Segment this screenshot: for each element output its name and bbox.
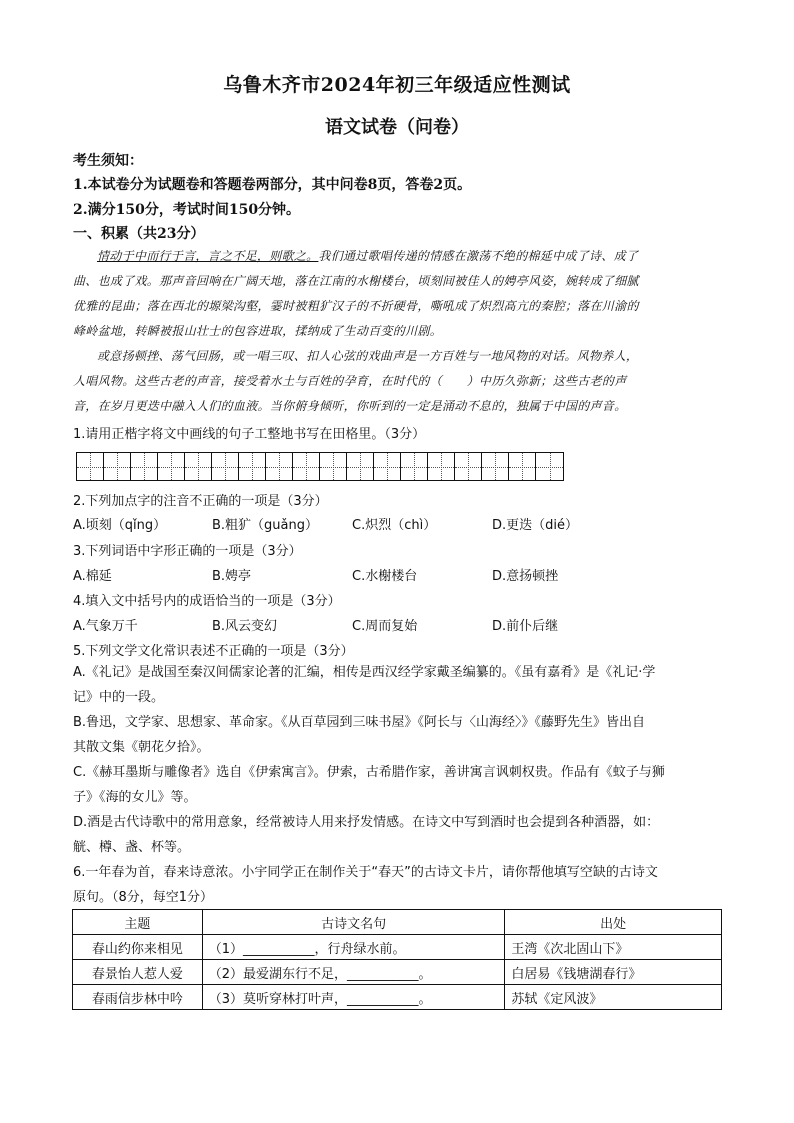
q2-option-a[interactable]: A.顷刻（qǐng） <box>73 518 167 533</box>
notice-item-2: 2.满分150分，考试时间150分钟。 <box>73 202 301 218</box>
exam-subtitle: 语文试卷（问卷） <box>325 117 469 138</box>
table-row <box>73 960 722 985</box>
grid-cell[interactable] <box>77 453 104 480</box>
option-text: C.《赫耳墨斯与雕像者》选自《伊索寓言》。伊索，古希腊作家，善讲寓言讽刺权贵。作品有《蚊子与狮 <box>73 765 665 780</box>
q2-option-b[interactable]: B.粗犷（guǎng） <box>212 518 318 533</box>
option-text: A.《礼记》是战国至秦汉间儒家论著的汇编，相传是西汉经学家戴圣编纂的。《虽有嘉肴》是《礼记·学 <box>73 665 656 680</box>
question-2-stem: 2.下列加点字的注音不正确的一项是（3分） <box>73 494 328 509</box>
option-text: B.鲁迅，文学家、思想家、革命家。《从百草园到三味书屋》《阿长与〈山海经〉》《藤野先生》皆出自 <box>73 715 646 730</box>
option-text: D.酒是古代诗歌中的常用意象，经常被诗人用来抒发情感。在诗文中写到酒时也会提到各种酒器，如： <box>73 815 660 830</box>
source-cell: 苏轼《定风波》 <box>505 985 722 1010</box>
exam-title: 乌鲁木齐市2024年初三年级适应性测试 <box>223 74 571 96</box>
tian-grid[interactable] <box>76 452 564 481</box>
q4-option-a[interactable]: A.气象万千 <box>73 619 138 634</box>
question-3-stem: 3.下列词语中字形正确的一项是（3分） <box>73 544 302 559</box>
q5-option-a[interactable] <box>73 660 721 710</box>
q3-option-b[interactable]: B.娉亭 <box>212 569 252 584</box>
passage-text: 我们通过歌唱传递的情感在激荡不绝的棉延中成了诗、成了 <box>318 249 639 263</box>
q5-option-c[interactable] <box>73 760 721 810</box>
grid-cell[interactable] <box>320 453 347 480</box>
grid-cell[interactable] <box>455 453 482 480</box>
verse-blank-cell[interactable]: （2）最爱湖东行不足，___________。 <box>202 960 505 985</box>
q3-option-a[interactable]: A.棉延 <box>73 569 112 584</box>
q6-stem-line: 6.一年春为首，春来诗意浓。小宇同学正在制作关于“春天”的古诗文卡片，请你帮他填写空缺的古诗文 <box>73 865 658 880</box>
table-header: 古诗文名句 <box>202 910 505 935</box>
table-row <box>73 985 722 1010</box>
grid-cell[interactable] <box>212 453 239 480</box>
q3-option-d[interactable]: D.意扬顿挫 <box>492 569 559 584</box>
section-1-heading: 一、积累（共23分） <box>73 226 205 242</box>
q4-option-c[interactable]: C.周而复始 <box>352 619 418 634</box>
option-text: 记》中的一段。 <box>73 690 165 705</box>
underlined-sentence: 情动于中而行于言，言之不足，则歌之。 <box>97 249 319 263</box>
theme-cell: 春景怡人惹人爱 <box>73 960 203 985</box>
grid-cell[interactable] <box>185 453 212 480</box>
option-text: 其散文集《朝花夕拾》。 <box>73 740 210 755</box>
grid-cell[interactable] <box>239 453 266 480</box>
question-5-stem: 5.下列文学文化常识表述不正确的一项是（3分） <box>73 644 354 659</box>
grid-cell[interactable] <box>131 453 158 480</box>
grid-cell[interactable] <box>266 453 293 480</box>
notice-heading: 考生须知： <box>73 153 143 169</box>
source-cell: 白居易《钱塘湖春行》 <box>505 960 722 985</box>
table-header-row <box>73 910 722 935</box>
poetry-table <box>72 909 722 1010</box>
option-text: 子》《海的女儿》等。 <box>73 790 197 805</box>
theme-cell: 春雨信步林中吟 <box>73 985 203 1010</box>
grid-cell[interactable] <box>104 453 131 480</box>
q2-option-d[interactable]: D.更迭（dié） <box>492 518 579 533</box>
notice-item-1: 1.本试卷分为试题卷和答题卷两部分，其中问卷8页，答卷2页。 <box>73 177 472 193</box>
passage-para-1 <box>73 244 721 269</box>
passage-text: 人唱风物。这些古老的声音，接受着水土与百姓的孕育，在时代的（ ）中历久弥新；这些古老的声 <box>73 374 627 388</box>
source-cell: 王湾《次北固山下》 <box>505 935 722 960</box>
q3-option-c[interactable]: C.水榭楼台 <box>352 569 418 584</box>
grid-cell[interactable] <box>428 453 455 480</box>
table-header: 出处 <box>505 910 722 935</box>
reading-passage <box>73 244 721 419</box>
passage-text: 优雅的昆曲；落在西北的塬梁沟壑，霎时被粗犷汉子的不折硬骨，嘶吼成了炽烈高亢的秦腔；落在川渝的 <box>73 299 639 313</box>
grid-cell[interactable] <box>293 453 320 480</box>
grid-cell[interactable] <box>374 453 401 480</box>
passage-para-2: 或意扬顿挫、荡气回肠，或一唱三叹、扣人心弦的戏曲声是一方百姓与一地风物的对话。风物养人， <box>97 349 639 363</box>
q4-option-d[interactable]: D.前仆后继 <box>492 619 559 634</box>
question-4-stem: 4.填入文中括号内的成语恰当的一项是（3分） <box>73 594 341 609</box>
passage-text: 音，在岁月更迭中融入人们的血液。当你俯身倾听，你听到的一定是涌动不息的，独属于中国的声音。 <box>73 399 627 413</box>
question-1-stem: 1.请用正楷字将文中画线的句子工整地书写在田格里。（3分） <box>73 427 426 442</box>
question-6-stem <box>73 860 721 910</box>
grid-cell[interactable] <box>347 453 374 480</box>
passage-text: 曲、也成了戏。那声音回响在广阔天地，落在江南的水榭楼台，顷刻间被佳人的娉亭风姿，婉转成了细腻 <box>73 274 639 288</box>
q5-option-b[interactable] <box>73 710 721 760</box>
table-header: 主题 <box>73 910 203 935</box>
verse-blank-cell[interactable]: （3）莫听穿林打叶声，___________。 <box>202 985 505 1010</box>
grid-cell[interactable] <box>401 453 428 480</box>
table-row <box>73 935 722 960</box>
q5-option-d[interactable] <box>73 810 721 860</box>
theme-cell: 春山约你来相见 <box>73 935 203 960</box>
verse-blank-cell[interactable]: （1）___________，行舟绿水前。 <box>202 935 505 960</box>
grid-cell[interactable] <box>536 453 563 480</box>
q6-stem-line: 原句。（8分，每空1分） <box>73 890 214 905</box>
grid-cell[interactable] <box>482 453 509 480</box>
grid-cell[interactable] <box>158 453 185 480</box>
q2-option-c[interactable]: C.炽烈（chì） <box>352 518 437 533</box>
option-text: 觥、樽、盏、杯等。 <box>73 840 191 855</box>
passage-text: 峰岭盆地，转瞬被报山壮士的包容进取，揉纳成了生动百变的川剧。 <box>73 324 443 338</box>
grid-cell[interactable] <box>509 453 536 480</box>
q4-option-b[interactable]: B.风云变幻 <box>212 619 278 634</box>
